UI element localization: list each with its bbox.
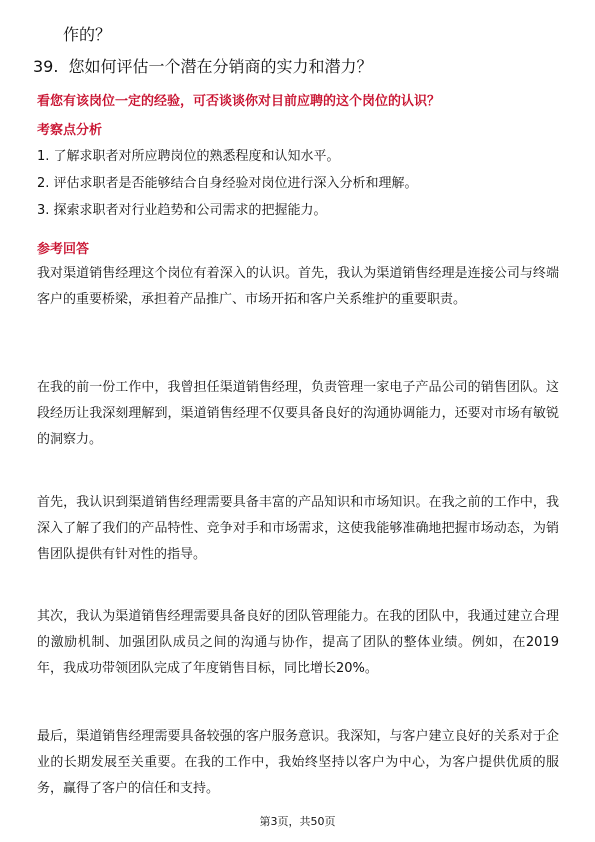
answer-paragraph: 最后，渠道销售经理需要具备较强的客户服务意识。我深知，与客户建立良好的关系对于企业的长期发展至关重要。在我的工作中，我始终坚持以客户为中心，为客户提供优质的服务，赢得了客户的信任和支持。 [37, 729, 559, 796]
list-item: 1. 了解求职者对所应聘岗位的熟悉程度和认知水平。 [37, 149, 340, 164]
list-item: 3. 探索求职者对行业趋势和公司需求的把握能力。 [37, 203, 327, 218]
question-number: 39. [33, 57, 59, 76]
previous-question-tail: 作的？ [63, 25, 112, 44]
answer-heading: 参考回答 [37, 242, 90, 257]
question-title [33, 57, 372, 77]
answer-paragraph: 首先，我认识到渠道销售经理需要具备丰富的产品知识和市场知识。在我之前的工作中，我深入了解了我们的产品特性、竞争对手和市场需求，这使我能够准确地把握市场动态，为销售团队提供有针对性的指导。 [37, 495, 559, 562]
list-item: 2. 评估求职者是否能够结合自身经验对岗位进行深入分析和理解。 [37, 176, 418, 191]
analysis-list [37, 148, 418, 229]
answer-paragraph: 我对渠道销售经理这个岗位有着深入的认识。首先，我认为渠道销售经理是连接公司与终端客户的重要桥梁，承担着产品推广、市场开拓和客户关系维护的重要职责。 [37, 266, 559, 307]
page-footer: 第3页，共50页 [259, 815, 336, 828]
interview-question: 看您有该岗位一定的经验，可否谈谈你对目前应聘的这个岗位的认识？ [37, 94, 441, 109]
answer-paragraph: 其次，我认为渠道销售经理需要具备良好的团队管理能力。在我的团队中，我通过建立合理的激励机制、加强团队成员之间的沟通与协作，提高了团队的整体业绩。例如，在2019年，我成功带领团队完成了年度销售目标，同比增长20%。 [37, 609, 559, 676]
question-text: 您如何评估一个潜在分销商的实力和潜力？ [68, 57, 373, 76]
answer-paragraph: 在我的前一份工作中，我曾担任渠道销售经理，负责管理一家电子产品公司的销售团队。这段经历让我深刻理解到，渠道销售经理不仅要具备良好的沟通协调能力，还要对市场有敏锐的洞察力。 [37, 380, 559, 447]
analysis-heading: 考察点分析 [37, 123, 103, 138]
